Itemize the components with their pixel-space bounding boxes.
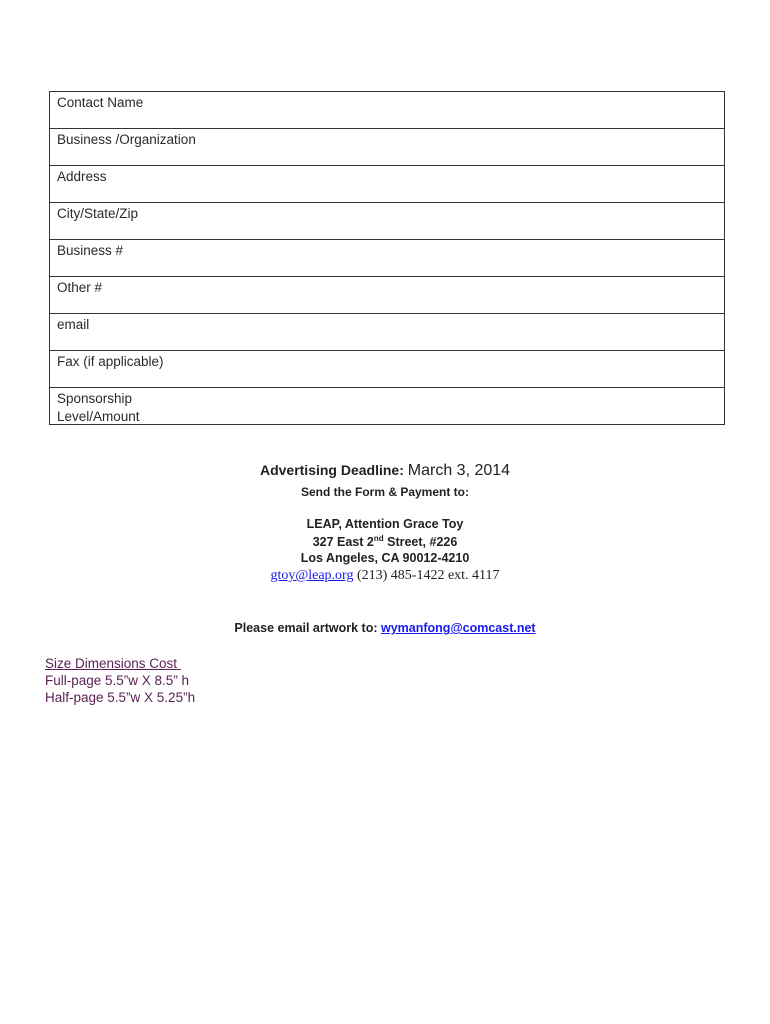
contact-line — [0, 568, 770, 584]
artwork-instructions — [0, 621, 770, 635]
other-phone-field[interactable] — [240, 279, 718, 311]
address-label: Address — [57, 169, 107, 184]
size-row-full-page: Full-page 5.5”w X 8.5” h — [45, 673, 190, 688]
form-row-sponsorship — [50, 388, 724, 424]
form-row-city-state-zip — [50, 203, 724, 240]
city-state-zip-field[interactable] — [240, 205, 718, 237]
advertising-deadline — [0, 462, 770, 480]
address-line-2-ordinal: nd — [373, 534, 384, 543]
address-line-3: Los Angeles, CA 90012-4210 — [300, 551, 470, 565]
fax-label: Fax (if applicable) — [57, 354, 164, 369]
deadline-label: Advertising Deadline: — [259, 462, 404, 478]
form-row-business-phone — [50, 240, 724, 277]
sponsorship-field[interactable] — [240, 390, 718, 422]
city-state-zip-label: City/State/Zip — [57, 206, 139, 221]
business-organization-field[interactable] — [240, 131, 718, 163]
fax-field[interactable] — [240, 353, 718, 385]
email-label: email — [57, 317, 90, 332]
form-row-email — [50, 314, 724, 351]
address-line-2 — [0, 534, 770, 549]
artwork-label: Please email artwork to: — [234, 621, 381, 635]
address-line-1: LEAP, Attention Grace Toy — [306, 517, 464, 531]
contact-name-field[interactable] — [240, 94, 718, 126]
artwork-email-link[interactable]: wymanfong@comcast.net — [381, 621, 536, 635]
business-phone-field[interactable] — [240, 242, 718, 274]
size-list-header: Size Dimensions Cost — [45, 656, 181, 671]
form-row-address — [50, 166, 724, 203]
ad-size-list — [45, 655, 195, 706]
form-row-other-phone — [50, 277, 724, 314]
business-phone-label: Business # — [57, 243, 124, 258]
contact-name-label: Contact Name — [57, 95, 144, 110]
form-row-contact-name — [50, 92, 724, 129]
address-field[interactable] — [240, 168, 718, 200]
contact-form-table — [49, 91, 725, 425]
size-row-half-page: Half-page 5.5”w X 5.25”h — [45, 690, 196, 705]
deadline-date: March 3, 2014 — [407, 462, 511, 479]
send-to-heading: Send the Form & Payment to: — [300, 485, 470, 499]
business-organization-label: Business /Organization — [57, 132, 196, 147]
other-phone-label: Other # — [57, 280, 103, 295]
email-field[interactable] — [240, 316, 718, 348]
address-line-2-prefix: 327 East 2 — [312, 535, 374, 550]
contact-email-link[interactable]: gtoy@leap.org — [270, 568, 354, 583]
sponsorship-label: Sponsorship Level/Amount — [57, 391, 140, 424]
form-row-business-organization — [50, 129, 724, 166]
address-line-2-suffix: Street, #226 — [383, 535, 458, 550]
contact-phone: (213) 485-1422 ext. 4117 — [353, 568, 500, 583]
form-row-fax — [50, 351, 724, 388]
